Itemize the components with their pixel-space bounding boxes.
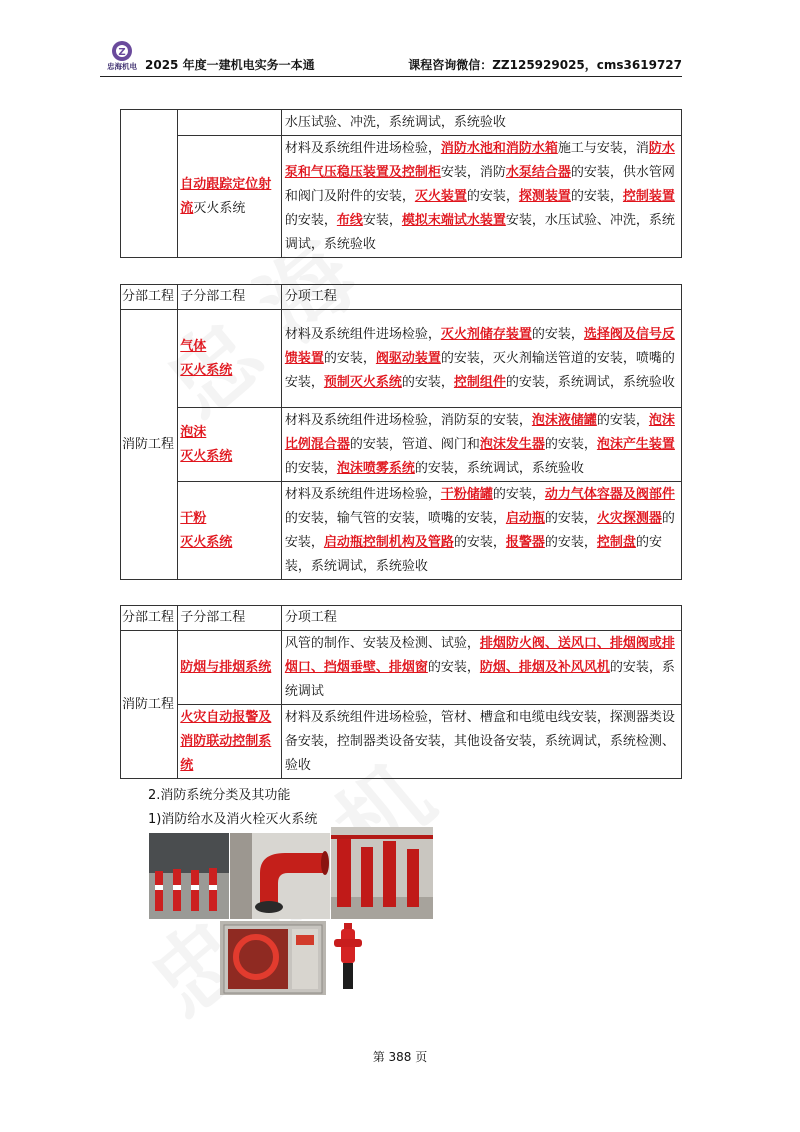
text-segment: 的安装，灭火剂输送管道的安装，喷嘴的安装， [284,350,675,390]
pump-room-photo [331,827,433,919]
highlighted-term: 干粉储罐 [440,486,493,502]
hydrant-outdoor-photo [149,833,229,919]
highlighted-term: 灭火装置 [414,188,467,204]
page-header [100,40,682,77]
text-segment: 水压试验、冲洗，系统调试，系统验收 [284,114,506,130]
table-smoke-alarm [120,605,682,779]
text-segment: 的安装，系统调试，系统验收 [414,460,584,476]
highlighted-term: 干粉 [180,510,207,526]
highlighted-term: 控制装置 [622,188,675,204]
company-logo-icon [102,40,142,74]
logo-text: 忠海机电 [107,62,137,71]
sub-cell-foam [178,408,282,482]
section-heading: 2.消防系统分类及其功能 [148,788,291,803]
sub-cell-dry-powder [178,482,282,580]
highlighted-term: 动力气体容器及阀部件 [544,486,675,502]
highlighted-term: 排烟防火阀、送风口、排烟阀或排烟口、挡烟垂壁、排烟窗 [284,635,675,675]
text-segment: 材料及系统组件进场检验，管材、槽盒和电缆电线安装，探测器类设备安装，控制器类设备安装，其他设备安装，系统调试，系统检测、验收 [284,709,675,773]
text-segment: 的安装， [323,350,376,366]
header-title: 2025 年度一建机电实务一本通 [145,58,315,72]
highlighted-term: 灭火系统 [180,362,233,378]
text-segment: 的安装，管道、阀门和 [349,436,480,452]
items-cell [281,631,681,705]
text-segment: 安装，消防 [440,164,506,180]
text-segment: 施工与安装，消 [557,140,649,156]
highlighted-term: 泡沫 [180,424,207,440]
section-subheading: 1)消防给水及消火栓灭火系统 [148,812,318,827]
text-segment: 安装，水压试验、冲洗，系统调试，系统验收 [284,212,675,252]
highlighted-term: 自动跟踪定位射流 [180,176,272,216]
items-cell [281,705,681,779]
table-continuation [120,109,682,258]
text-segment: 材料及系统组件进场检验， [284,326,441,342]
text-segment: 的安装， [284,510,675,550]
header-division: 分部工程 [121,606,178,631]
header-division: 分部工程 [121,285,178,310]
pump-connector-photo [230,833,330,919]
header-sub-division: 子分部工程 [178,285,282,310]
svg-text:Z: Z [118,47,126,58]
division-cell: 消防工程 [121,310,178,580]
sub-cell-smoke [178,631,282,705]
text-segment: 的安装，供水管网和阀门及附件的安装， [284,164,675,204]
highlighted-term: 启动瓶控制机构及管路 [323,534,454,550]
sub-cell-auto-tracking [178,136,282,258]
table-fire-extinguishing [120,284,682,580]
text-segment: 风管的制作、安装及检测、试验， [284,635,480,651]
text-segment: 的安装，输气管的安装，喷嘴的安装， [284,510,506,526]
highlighted-term: 启动瓶 [505,510,545,526]
header-items: 分项工程 [281,606,681,631]
text-segment: 安装， [362,212,402,228]
highlighted-term: 控制盘 [596,534,636,550]
text-segment: 材料及系统组件进场检验， [284,486,441,502]
text-segment: 的安装，系统调试，系统验收 [284,534,662,574]
header-contact: 课程咨询微信：ZZ125929025，cms3619727 [408,58,682,72]
sub-cell-gas [178,310,282,408]
highlighted-term: 泡沫喷雾系统 [336,460,415,476]
text-segment: 的安装， [544,510,597,526]
items-cell [281,310,681,408]
highlighted-term: 控制组件 [453,374,506,390]
items-cell [281,136,681,258]
sub-cell-empty [178,110,282,136]
highlighted-term: 报警器 [505,534,545,550]
text-segment: 的安装， [531,326,584,342]
header-items: 分项工程 [281,285,681,310]
sub-cell-fire-alarm [178,705,282,779]
highlighted-term: 泡沫液储罐 [531,412,597,428]
text-segment: 的安装， [544,534,597,550]
hydrant-cabinet-photo [220,921,326,995]
items-cell [281,482,681,580]
items-cell [281,110,681,136]
highlighted-term: 探测装置 [518,188,571,204]
text-segment: 材料及系统组件进场检验，消防泵的安装， [284,412,532,428]
highlighted-term: 泡沫比例混合器 [284,412,675,452]
text-segment: 的安装， [492,486,545,502]
header-sub-division: 子分部工程 [178,606,282,631]
highlighted-term: 防烟、排烟及补风风机 [479,659,610,675]
highlighted-term: 气体 [180,338,207,354]
text-segment: 的安装，系统调试，系统验收 [505,374,675,390]
text-segment: 材料及系统组件进场检验， [284,140,441,156]
text-segment: 的安装， [466,188,519,204]
highlighted-term: 泡沫发生器 [479,436,545,452]
highlighted-term: 选择阀及信号反馈装置 [284,326,675,366]
items-cell [281,408,681,482]
highlighted-term: 泡沫产生装置 [596,436,675,452]
text-segment: 的安装， [427,659,480,675]
text-segment: 的安装， [596,412,649,428]
text-segment: 的安装， [284,212,337,228]
text-segment: 的安装， [570,188,623,204]
highlighted-term: 防水泵和气压稳压装置及控制柜 [284,140,675,180]
highlighted-term: 灭火系统 [180,448,233,464]
highlighted-term: 水泵结合器 [505,164,571,180]
text-segment: 的安装， [544,436,597,452]
highlighted-term: 消防水池和消防水箱 [440,140,558,156]
hydrant-photo [332,921,364,993]
text-segment: 的安装， [401,374,454,390]
highlighted-term: 阀驱动装置 [375,350,441,366]
highlighted-term: 防烟与排烟系统 [180,659,272,675]
highlighted-term: 预制灭火系统 [323,374,402,390]
highlighted-term: 布线 [336,212,363,228]
division-cell: 消防工程 [121,631,178,779]
text-segment: 灭火系统 [193,200,246,216]
highlighted-term: 火灾探测器 [596,510,662,526]
highlighted-term: 模拟末端试水装置 [401,212,506,228]
text-segment: 的安装， [284,460,337,476]
highlighted-term: 灭火系统 [180,534,233,550]
highlighted-term: 灭火剂储存装置 [440,326,532,342]
text-segment: 的安装，系统调试 [284,659,675,699]
text-segment: 的安装， [453,534,506,550]
page-number: 第 388 页 [372,1050,428,1064]
highlighted-term: 火灾自动报警及消防联动控制系统 [180,709,272,773]
division-cell-empty [121,110,178,258]
